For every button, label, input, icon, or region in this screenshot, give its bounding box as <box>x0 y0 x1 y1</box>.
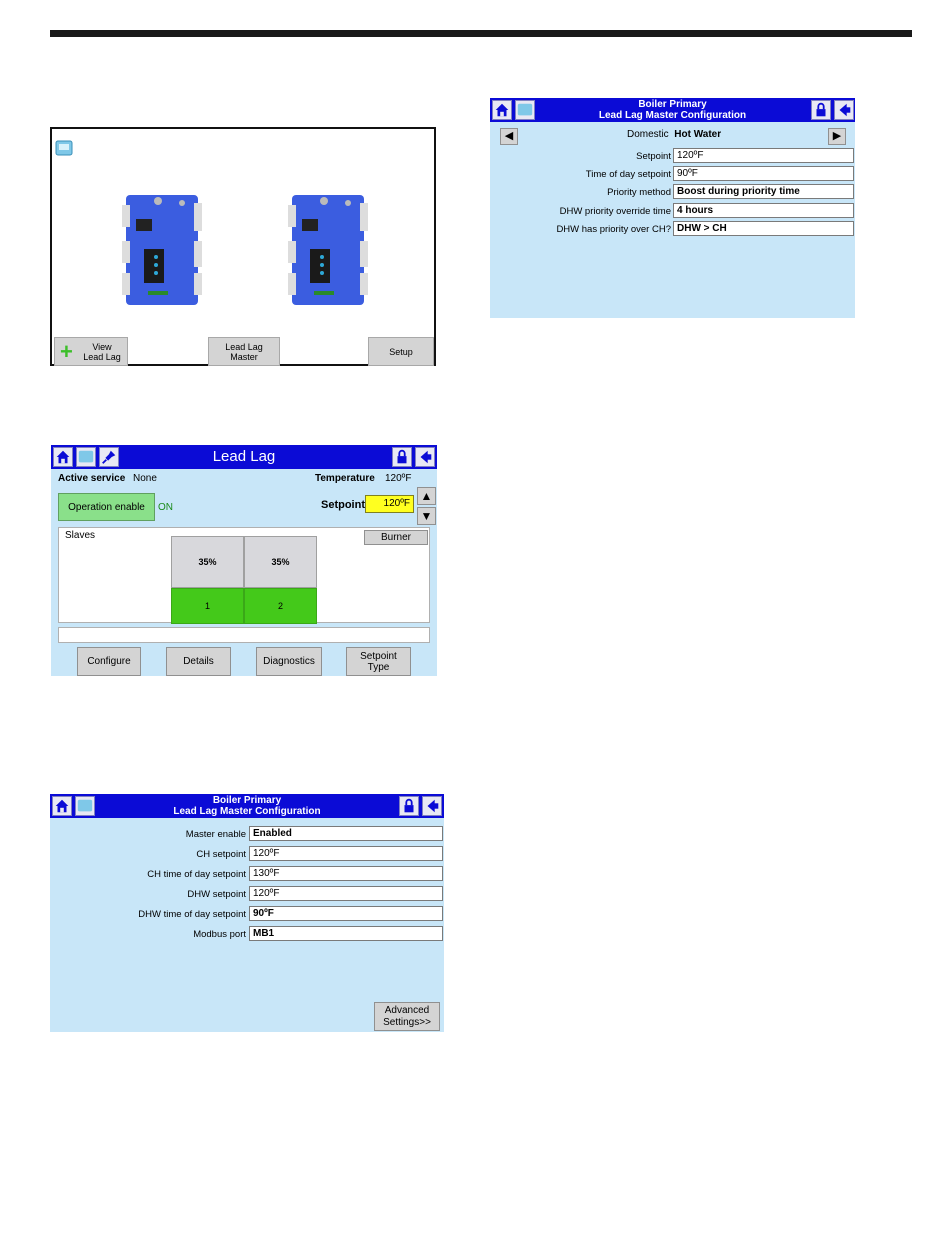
setpoint-down-button[interactable] <box>417 507 436 525</box>
slave-2-number: 2 <box>277 601 283 611</box>
lock-icon[interactable] <box>399 796 419 816</box>
slave-2-status[interactable] <box>244 588 317 624</box>
slaves-panel <box>58 527 430 623</box>
dhw-priority-override-time-field[interactable]: 4 hours <box>673 203 854 218</box>
operation-state: ON <box>158 502 173 513</box>
previous-section-button[interactable] <box>500 128 518 145</box>
temperature-label: Temperature <box>315 473 375 484</box>
setup-label: Setup <box>389 346 413 357</box>
diagnostics-button[interactable] <box>256 647 322 676</box>
dhw-setpoint-label: DHW setpoint <box>187 889 246 900</box>
slave-1-rate-text: 35% <box>198 557 217 567</box>
arrow-up-icon: ▲ <box>420 489 433 503</box>
controller-device-icon-2[interactable] <box>288 191 368 309</box>
back-icon[interactable] <box>834 100 854 120</box>
lead-lag-master-label-1: Lead Lag <box>225 341 263 352</box>
diagnostics-label: Diagnostics <box>263 656 315 667</box>
ch-setpoint-label: CH setpoint <box>196 849 246 860</box>
dhw-time-of-day-setpoint-field[interactable]: 90ºF <box>249 906 443 921</box>
priority-method-field[interactable]: Boost during priority time <box>673 184 854 199</box>
master-config-title <box>50 795 444 817</box>
modbus-port-field[interactable]: MB1 <box>249 926 443 941</box>
dhw-setpoint-field[interactable]: 120ºF <box>249 886 443 901</box>
details-label: Details <box>183 656 214 667</box>
dhw-config-title <box>490 99 855 121</box>
setpoint-up-button[interactable] <box>417 487 436 505</box>
screen-icon[interactable] <box>55 139 73 157</box>
dhw-priority-over-ch-field[interactable]: DHW > CH <box>673 221 854 236</box>
setpoint-type-label-1: Setpoint <box>360 650 397 662</box>
slave-2-rate[interactable] <box>244 536 317 588</box>
setpoint-type-label-2: Type <box>367 661 390 673</box>
lead-lag-screen <box>51 445 437 676</box>
master-enable-label: Master enable <box>185 829 246 840</box>
burner-button[interactable] <box>364 530 428 545</box>
slave-1-rate[interactable] <box>171 536 244 588</box>
priority-method-label: Priority method <box>607 187 671 198</box>
ch-time-of-day-setpoint-field[interactable]: 130ºF <box>249 866 443 881</box>
arrow-down-icon: ▼ <box>420 509 433 523</box>
setpoint-label: Setpoint <box>321 499 365 511</box>
dhw-setpoint-field[interactable]: 120ºF <box>673 148 854 163</box>
setup-button[interactable] <box>368 337 434 366</box>
arrow-right-icon: ▶ <box>832 130 842 142</box>
lead-lag-header <box>51 445 437 469</box>
operation-enable-label: Operation enable <box>68 501 145 513</box>
time-of-day-setpoint-label: Time of day setpoint <box>585 169 671 180</box>
configure-label: Configure <box>87 656 131 667</box>
ch-setpoint-field[interactable]: 120ºF <box>249 846 443 861</box>
dhw-config-header <box>490 98 855 122</box>
view-lead-lag-button[interactable] <box>54 337 128 366</box>
setpoint-type-button[interactable] <box>346 647 411 676</box>
system-overview-screen <box>50 127 436 366</box>
ch-time-of-day-setpoint-label: CH time of day setpoint <box>147 869 246 880</box>
active-service-value: None <box>133 473 157 484</box>
lead-lag-title: Lead Lag <box>212 448 276 465</box>
master-config-screen <box>50 794 444 1032</box>
dhw-priority-override-time-label: DHW priority override time <box>559 206 671 217</box>
burner-label: Burner <box>380 532 411 543</box>
lead-lag-master-label-2: Master <box>230 351 258 362</box>
next-section-button[interactable] <box>828 128 846 145</box>
dhw-time-of-day-setpoint-label: DHW time of day setpoint <box>138 909 246 920</box>
advanced-settings-label-2: Settings>> <box>383 1016 431 1028</box>
active-service-label: Active service <box>58 473 126 484</box>
slave-1-status[interactable] <box>171 588 244 624</box>
advanced-settings-label-1: Advanced <box>384 1004 430 1016</box>
slave-2-rate-text: 35% <box>271 557 290 567</box>
lock-icon[interactable] <box>392 447 412 467</box>
master-config-header <box>50 794 444 818</box>
temperature-value: 120ºF <box>385 473 412 484</box>
lock-icon[interactable] <box>811 100 831 120</box>
back-icon[interactable] <box>422 796 442 816</box>
view-lead-lag-label-2: Lead Lag <box>83 351 121 362</box>
master-enable-field[interactable]: Enabled <box>249 826 443 841</box>
controller-device-icon-1[interactable] <box>122 191 202 309</box>
modbus-port-label: Modbus port <box>193 929 246 940</box>
master-config-title-line-2: Lead Lag Master Configuration <box>173 806 321 817</box>
plus-icon: + <box>60 339 73 364</box>
advanced-settings-button[interactable] <box>374 1002 440 1031</box>
configure-button[interactable] <box>77 647 141 676</box>
details-button[interactable] <box>166 647 231 676</box>
dhw-config-title-line-1: Boiler Primary <box>638 99 707 110</box>
dhw-priority-over-ch-label: DHW has priority over CH? <box>556 224 671 235</box>
slaves-label: Slaves <box>65 530 96 541</box>
time-of-day-setpoint-field[interactable]: 90ºF <box>673 166 854 181</box>
lead-lag-master-button[interactable] <box>208 337 280 366</box>
operation-enable-button[interactable] <box>58 493 155 521</box>
section-label-prefix: Domestic <box>627 129 669 140</box>
dhw-setpoint-label: Setpoint <box>636 151 671 162</box>
view-lead-lag-label-1: View <box>92 341 112 352</box>
status-bar <box>58 627 430 643</box>
slave-1-number: 1 <box>204 601 210 611</box>
arrow-left-icon: ◀ <box>504 130 514 142</box>
back-icon[interactable] <box>415 447 435 467</box>
page-top-rule <box>50 30 912 37</box>
section-name: Hot Water <box>674 129 722 140</box>
dhw-config-screen <box>490 98 855 318</box>
setpoint-input[interactable]: 120ºF <box>365 495 414 513</box>
section-label <box>627 129 721 140</box>
master-config-title-line-1: Boiler Primary <box>212 795 282 806</box>
dhw-config-title-line-2: Lead Lag Master Configuration <box>598 110 747 121</box>
